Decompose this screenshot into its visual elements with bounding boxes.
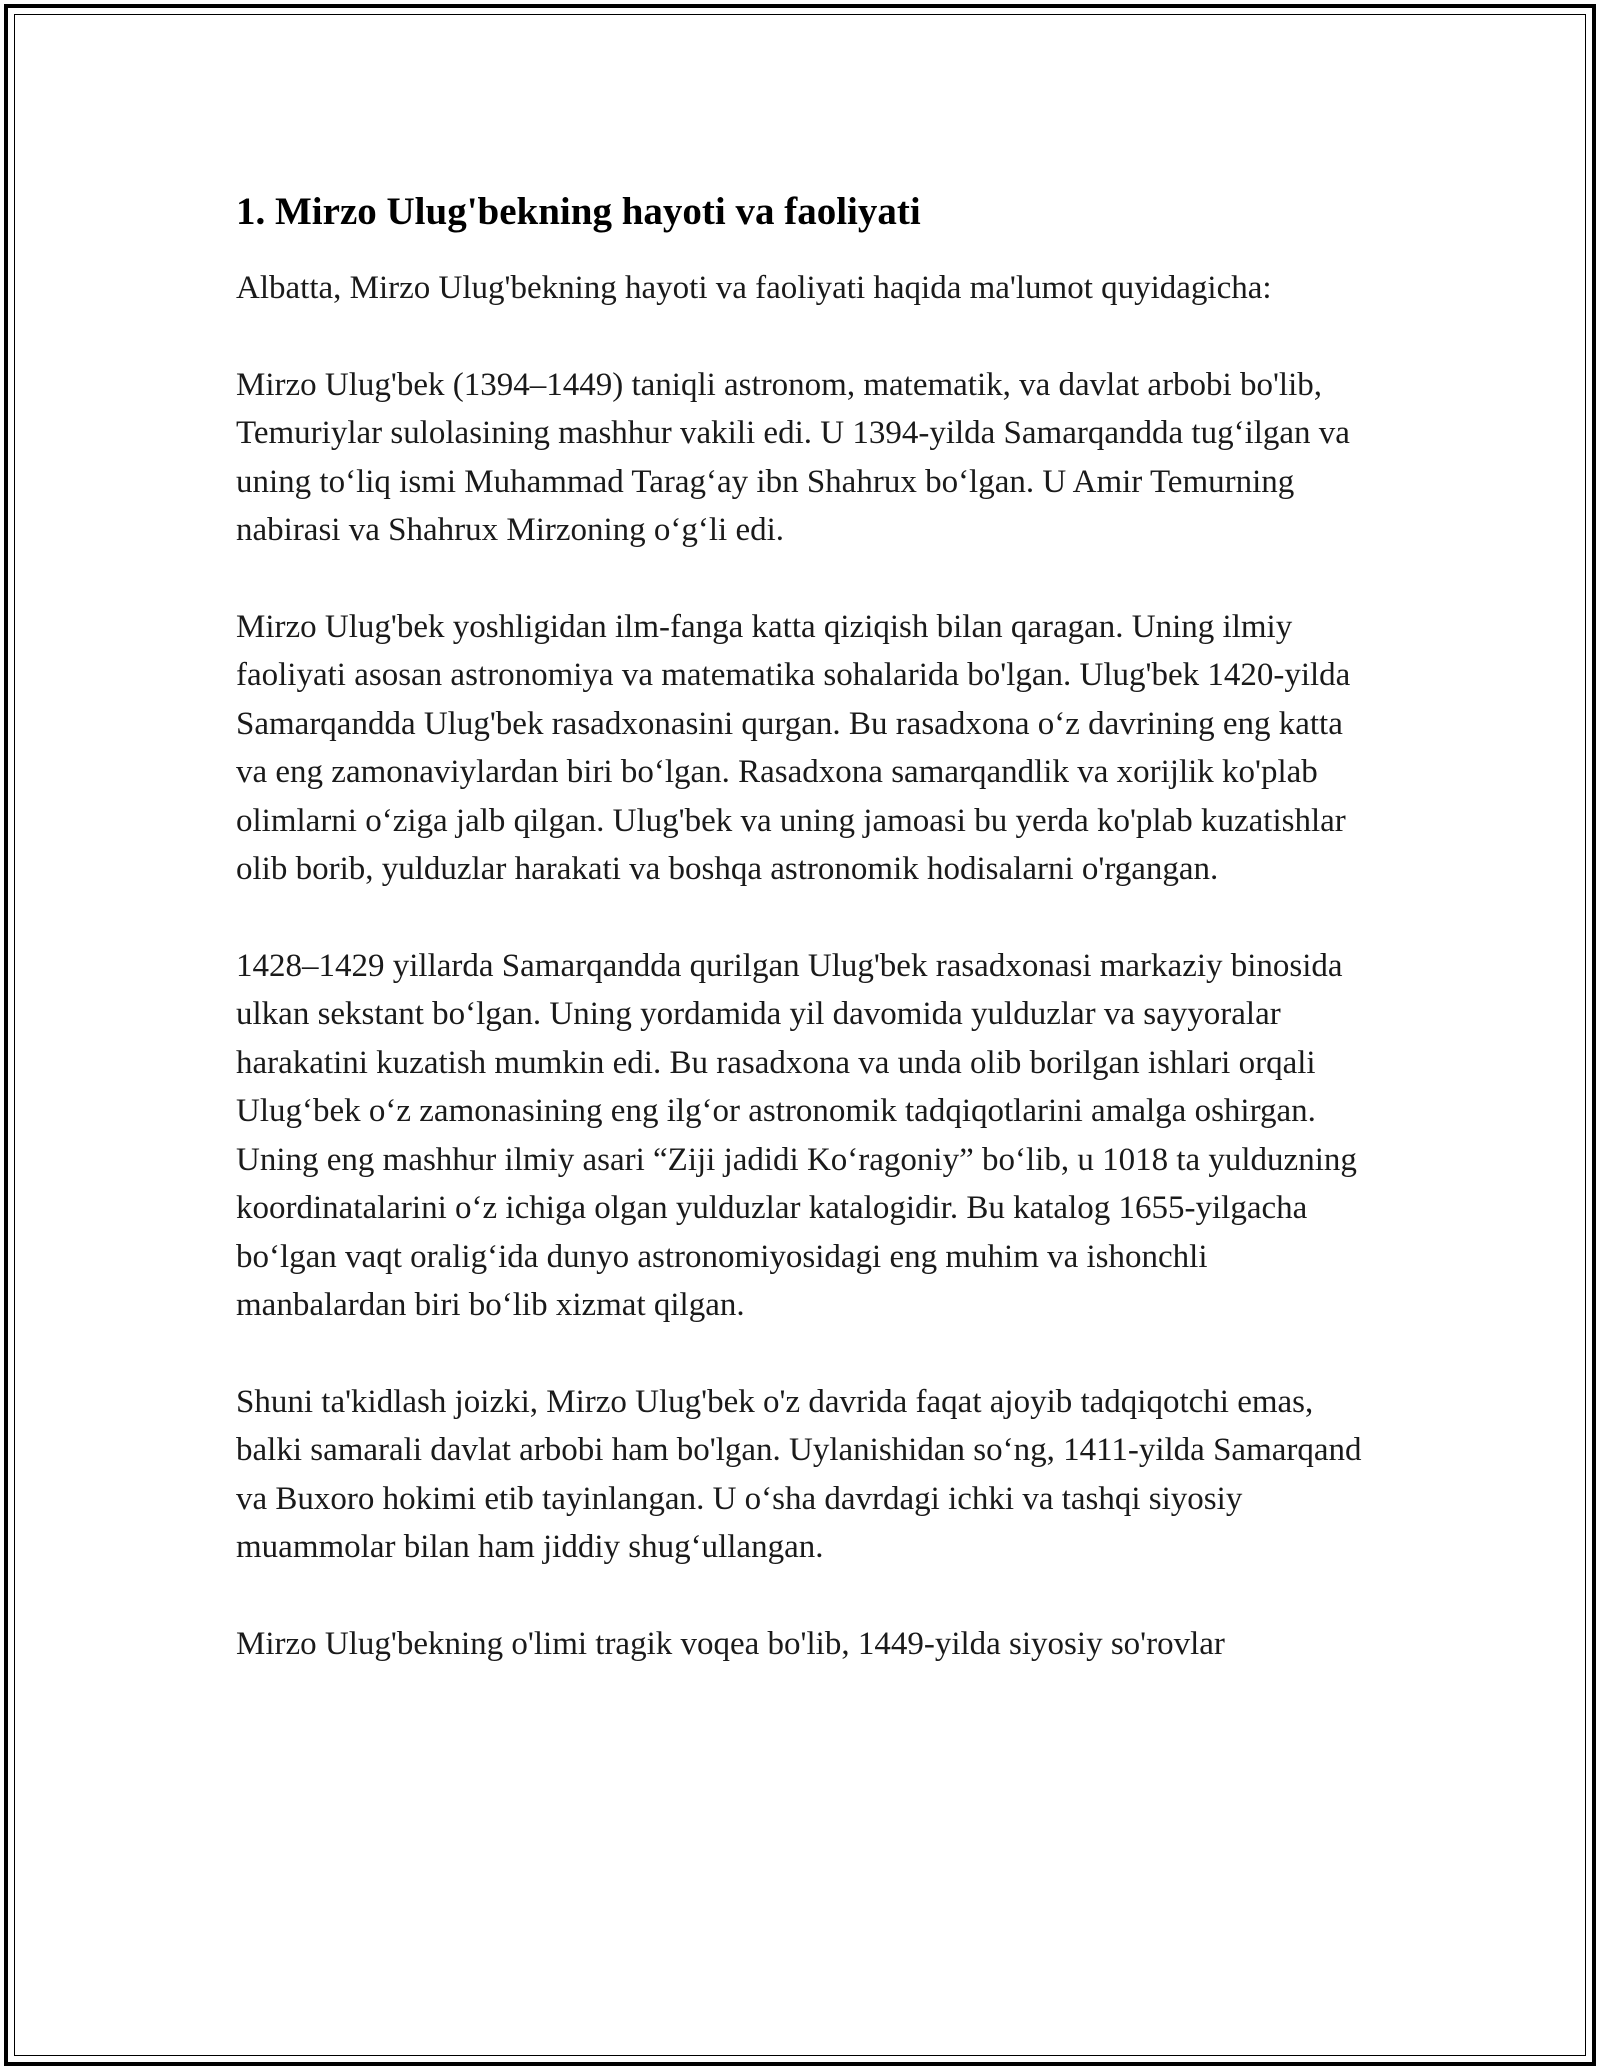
document-body — [236, 186, 1372, 1716]
section-heading: 1. Mirzo Ulug'bekning hayoti va faoliyati — [236, 190, 921, 233]
paragraph-observatory: 1428–1429 yillarda Samarqandda qurilgan Ulug'bek rasadxonasi markaziy binosida ulkan sekstant bo‘lgan. Uning yordamida yil davomida yulduzlar va sayyoralar harakatini kuzatish mumkin edi. Bu rasadxona va unda olib borilgan ishlari orqali Ulug‘bek o‘z zamonasining eng ilg‘or astronomik tadqiqotlarini amalga oshirgan. Uning eng mashhur ilmiy asari “Ziji jadidi Ko‘ragoniy” bo‘lib, u 1018 ta yulduzning koordinatalarini o‘z ichiga olgan yulduzlar katalogidir. Bu katalog 1655-yilgacha bo‘lgan vaqt oralig‘ida dunyo astronomiyosidagi eng muhim va ishonchli manbalardan biri bo‘lib xizmat qilgan. — [236, 947, 1357, 1323]
paragraph-death: Mirzo Ulug'bekning o'limi tragik voqea bo'lib, 1449-yilda siyosiy so'rovlar — [236, 1625, 1225, 1662]
paragraph-intro: Albatta, Mirzo Ulug'bekning hayoti va faoliyati haqida ma'lumot quyidagicha: — [236, 270, 1272, 306]
paragraph-biography: Mirzo Ulug'bek (1394–1449) taniqli astronom, matematik, va davlat arbobi bo'lib, Temuriylar sulolasining mashhur vakili edi. U 1394-yilda Samarqandda tug‘ilgan va uning to‘liq ismi Muhammad Tarag‘ay ibn Shahrux bo‘lgan. U Amir Temurning nabirasi va Shahrux Mirzoning o‘g‘li edi. — [236, 366, 1350, 548]
paragraph-science: Mirzo Ulug'bek yoshligidan ilm-fanga katta qiziqish bilan qaragan. Uning ilmiy faoliyati asosan astronomiya va matematika sohalarida bo'lgan. Ulug'bek 1420-yilda Samarqandda Ulug'bek rasadxonasini qurgan. Bu rasadxona o‘z davrining eng katta va eng zamonaviylardan biri bo‘lgan. Rasadxona samarqandlik va xorijlik ko'plab olimlarni o‘ziga jalb qilgan. Ulug'bek va uning jamoasi bu yerda ko'plab kuzatishlar olib borib, yulduzlar harakati va boshqa astronomik hodisalarni o'rgangan. — [236, 608, 1351, 887]
paragraph-statesman: Shuni ta'kidlash joizki, Mirzo Ulug'bek o'z davrida faqat ajoyib tadqiqotchi emas, balki samarali davlat arbobi ham bo'lgan. Uylanishidan so‘ng, 1411-yilda Samarqand va Buxoro hokimi etib tayinlangan. U o‘sha davrdagi ichki va tashqi siyosiy muammolar bilan ham jiddiy shug‘ullangan. — [236, 1383, 1362, 1565]
